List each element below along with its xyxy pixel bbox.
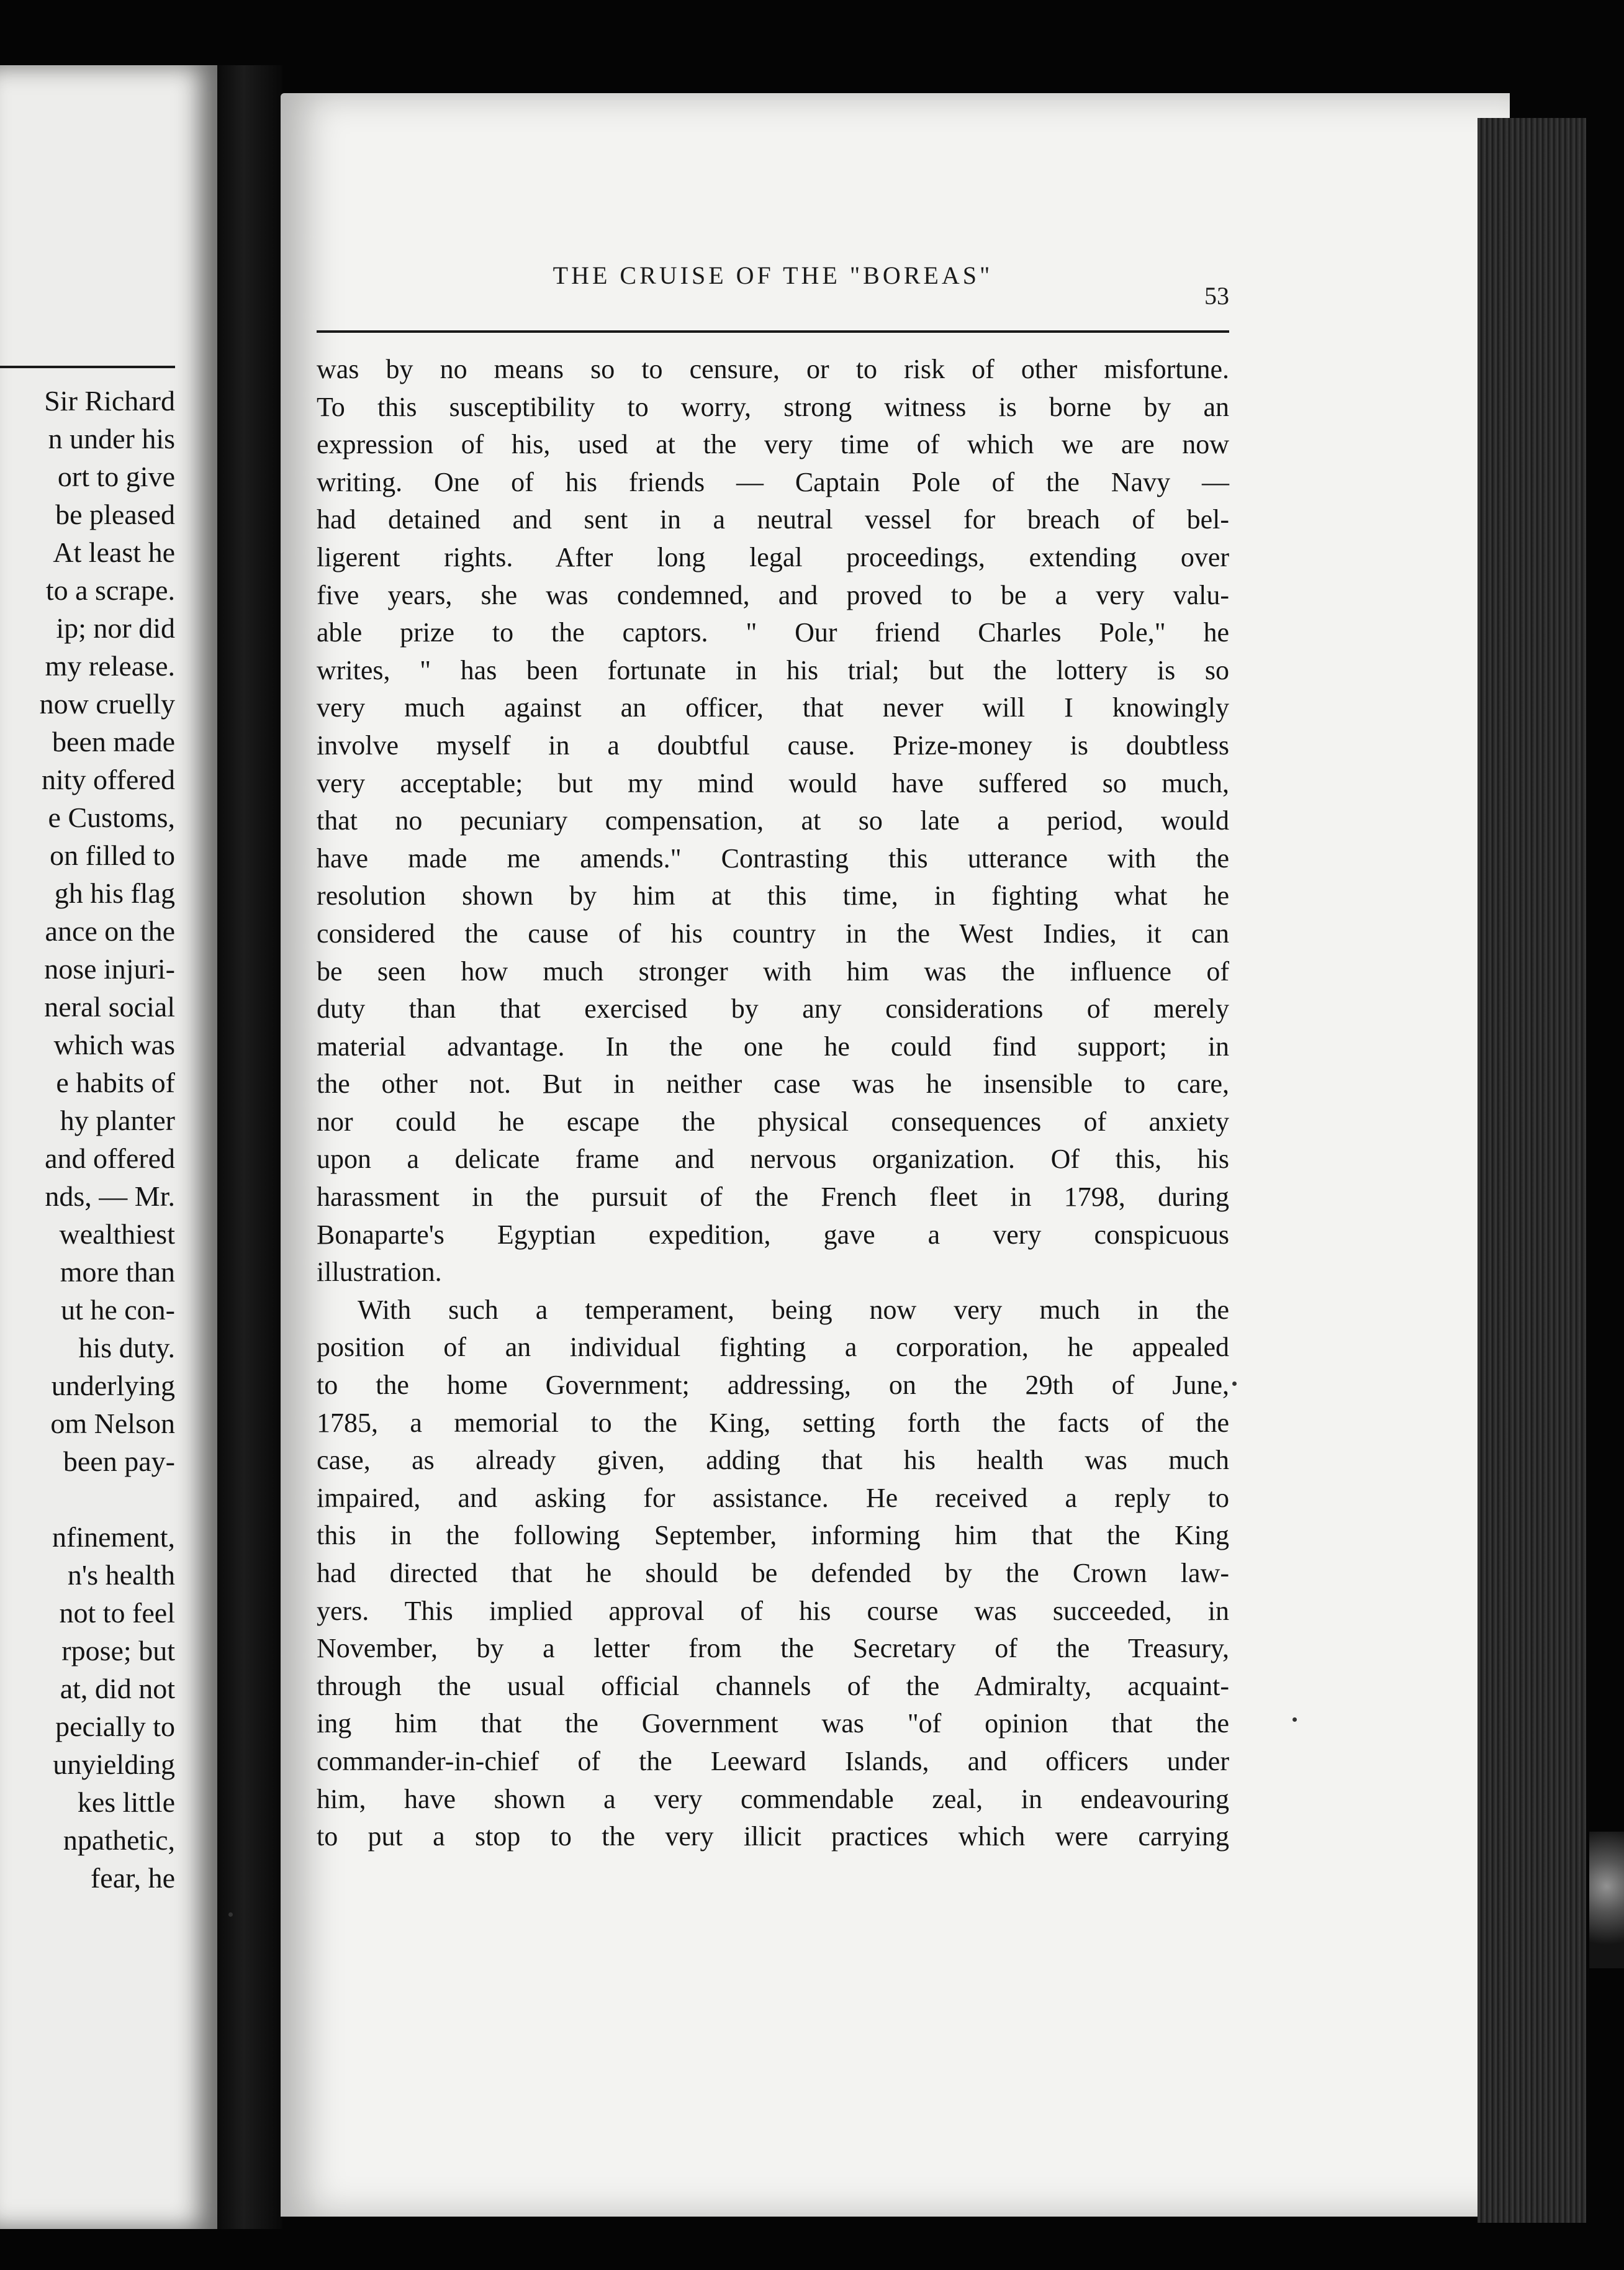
text-line: the other not. But in neither case was he insensible to care, [317,1069,1229,1100]
facing-line: Sir Richard [44,385,175,417]
text-line: With such a temperament, being now very much in the [358,1294,1229,1325]
facing-line: unyielding [53,1748,175,1780]
text-line: yers. This implied approval of his course was succeeded, in [317,1595,1229,1626]
facing-line: now cruelly [39,688,175,720]
text-line: material advantage. In the one he could find support; in [317,1031,1229,1062]
facing-line: on filled to [50,839,175,871]
facing-line: been made [52,726,175,757]
facing-line: npathetic, [63,1824,175,1856]
text-line: harassment in the pursuit of the French fleet in 1798, during [317,1182,1229,1213]
text-line: case, as already given, adding that his health was much [317,1445,1229,1476]
facing-line: om Nelson [50,1408,175,1439]
facing-line: n under his [48,423,175,454]
facing-line: nfinement, [52,1521,175,1553]
running-header: THE CRUISE OF THE "BOREAS" [553,261,993,289]
text-line: 1785, a memorial to the King, setting forth the facts of the [317,1407,1229,1438]
facing-line: e Customs, [48,802,175,833]
facing-line: nose injuri- [44,953,175,985]
text-line: ing him that the Government was "of opinion that the [317,1708,1229,1739]
facing-line: underlying [51,1370,175,1401]
text-line: to put a stop to the very illicit practices which were carrying [317,1821,1229,1852]
facing-line: which was [53,1029,175,1060]
dust-speck [228,1912,233,1917]
text-line: illustration. [317,1257,442,1288]
facing-line: been pay- [63,1445,175,1477]
text-line: considered the cause of his country in the West Indies, it can [317,918,1229,949]
text-line: through the usual official channels of the Admiralty, acquaint- [317,1670,1229,1701]
text-line: Bonaparte's Egyptian expedition, gave a very conspicuous [317,1219,1229,1250]
facing-line: kes little [77,1786,175,1818]
facing-line: to a scrape. [45,574,175,606]
text-line: able prize to the captors. " Our friend Charles Pole," he [317,617,1229,648]
facing-line: ut he con- [61,1294,175,1326]
facing-line: be pleased [55,499,175,530]
text-line: commander-in-chief of the Leeward Islands, and officers under [317,1745,1229,1776]
header-rule [317,330,1229,333]
page-edges [1477,118,1586,2223]
facing-line: wealthiest [59,1218,175,1250]
book-gutter [217,65,282,2229]
facing-line: At least he [53,536,175,568]
text-line: this in the following September, informing him that the King [317,1520,1229,1551]
facing-line: ip; nor did [56,612,175,644]
facing-page-text [0,382,175,1897]
text-line: upon a delicate frame and nervous organization. Of this, his [317,1144,1229,1175]
facing-line: ance on the [45,915,175,947]
text-line: nor could he escape the physical consequences of anxiety [317,1106,1229,1137]
text-line: duty than that exercised by any considerations of merely [317,993,1229,1024]
facing-line: nity offered [41,764,175,795]
facing-line: and offered [45,1142,175,1174]
text-line: resolution shown by him at this time, in fighting what he [317,880,1229,911]
facing-page [0,65,217,2229]
facing-line: hy planter [60,1105,175,1136]
dust-speck [1292,1717,1297,1722]
text-line: that no pecuniary compensation, at so late a period, would [317,805,1229,836]
facing-line: more than [60,1256,175,1288]
facing-line: pecially to [55,1711,175,1742]
text-line: to the home Government; addressing, on the 29th of June, [317,1370,1229,1401]
facing-line: nds, — Mr. [45,1180,175,1212]
text-line: had directed that he should be defended by the Crown law- [317,1558,1229,1588]
facing-line: rpose; but [61,1635,175,1666]
page-number: 53 [1204,282,1229,310]
dust-speck [1232,1381,1237,1386]
facing-line: not to feel [59,1597,175,1629]
text-line: very much against an officer, that never will I knowingly [317,692,1229,723]
facing-line: fear, he [90,1862,175,1894]
facing-line: neral social [44,991,175,1023]
scan-debris [1589,1832,1624,1968]
text-line: have made me amends." Contrasting this utterance with the [317,843,1229,874]
text-line: expression of his, used at the very time of which we are now [317,429,1229,460]
text-line: writing. One of his friends — Captain Pole of the Navy — [317,466,1229,497]
text-line: him, have shown a very commendable zeal, in endeavouring [317,1783,1229,1814]
text-line: November, by a letter from the Secretary of the Treasury, [317,1633,1229,1664]
facing-page-rule [0,366,175,368]
text-line: be seen how much stronger with him was the influence of [317,956,1229,987]
text-line: To this susceptibility to worry, strong witness is borne by an [317,391,1229,422]
facing-line: n's health [67,1559,175,1591]
body-text [317,351,1229,1856]
text-line: writes, " has been fortunate in his trial; but the lottery is so [317,654,1229,685]
text-line: very acceptable; but my mind would have suffered so much, [317,767,1229,798]
facing-line: my release. [45,650,175,682]
text-line: involve myself in a doubtful cause. Prize-money is doubtless [317,730,1229,761]
text-line: had detained and sent in a neutral vessel for breach of bel- [317,504,1229,535]
facing-line: ort to give [57,461,175,492]
text-line: position of an individual fighting a corporation, he appealed [317,1332,1229,1363]
facing-line: e habits of [56,1067,175,1098]
text-line: ligerent rights. After long legal proceedings, extending over [317,541,1229,572]
text-line: five years, she was condemned, and proved to be a very valu- [317,579,1229,610]
facing-line: his duty. [78,1332,175,1363]
text-line: was by no means so to censure, or to risk of other misfortune. [317,354,1229,384]
facing-line: at, did not [60,1673,175,1704]
facing-paragraph-gap [0,1480,175,1518]
text-line: impaired, and asking for assistance. He received a reply to [317,1482,1229,1513]
facing-line: gh his flag [54,877,175,909]
